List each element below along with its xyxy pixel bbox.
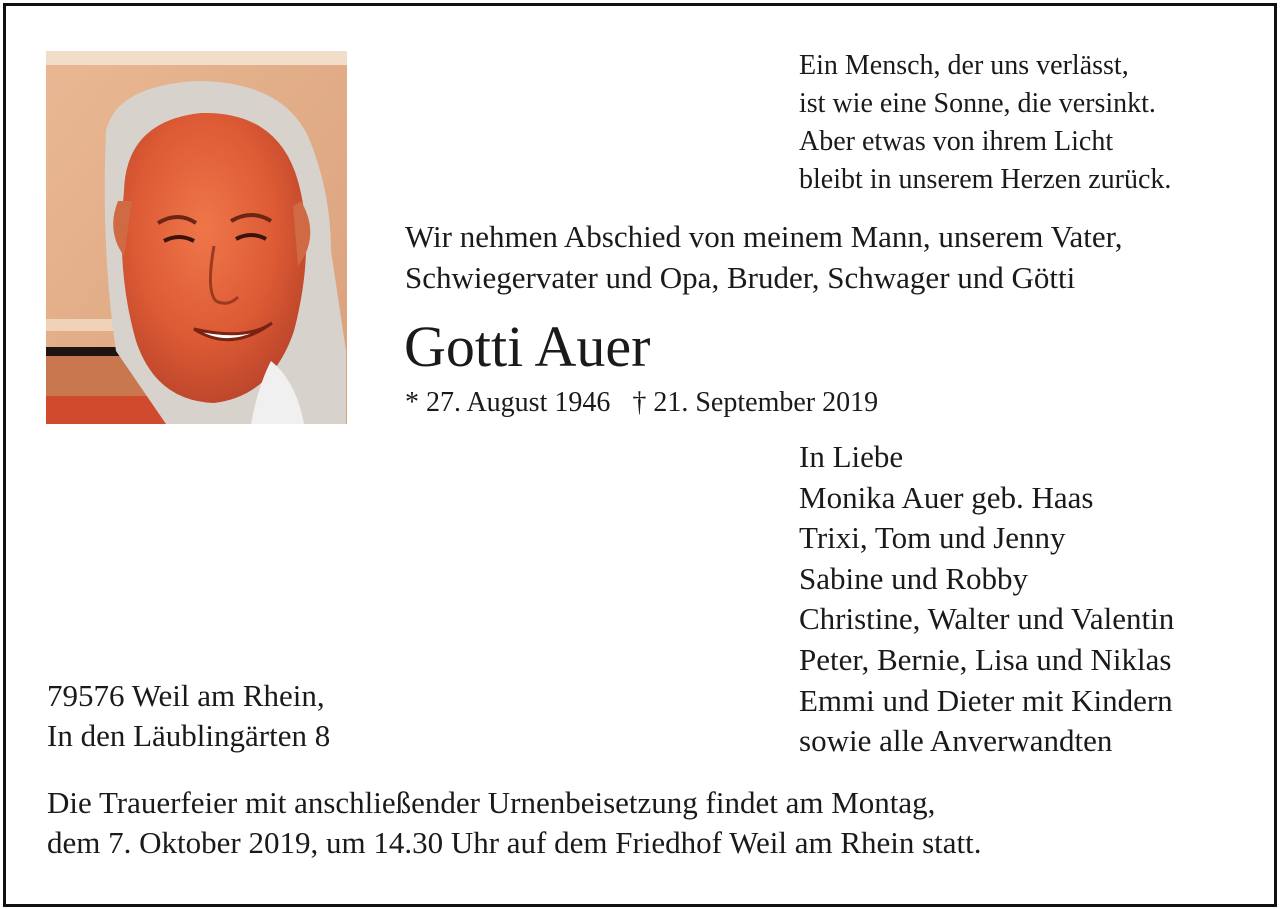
- intro-line: Schwiegervater und Opa, Bruder, Schwager und Götti: [405, 260, 1076, 295]
- ceremony-line: Die Trauerfeier mit anschließender Urnenbeisetzung findet am Montag,: [47, 785, 936, 820]
- poem-line: Aber etwas von ihrem Licht: [799, 126, 1114, 157]
- mourners-list: [799, 437, 1174, 762]
- deceased-name: Gotti Auer: [404, 314, 651, 379]
- birth-date: * 27. August 1946: [405, 387, 611, 418]
- mourner-entry: Monika Auer geb. Haas: [799, 479, 1094, 515]
- address-line: 79576 Weil am Rhein,: [47, 678, 325, 713]
- family-address: [47, 676, 330, 756]
- mourner-entry: Sabine und Robby: [799, 560, 1029, 596]
- mourners-heading: In Liebe: [799, 439, 904, 474]
- life-dates: [405, 385, 878, 421]
- mourner-entry: Peter, Bernie, Lisa und Niklas: [799, 641, 1172, 677]
- ceremony-info: [47, 783, 982, 863]
- mourner-entry: sowie alle Anverwandten: [799, 723, 1113, 759]
- memorial-poem: [799, 47, 1171, 199]
- ceremony-line: dem 7. Oktober 2019, um 14.30 Uhr auf dem Friedhof Weil am Rhein statt.: [47, 825, 982, 860]
- mourner-entry: Trixi, Tom und Jenny: [799, 520, 1066, 556]
- poem-line: bleibt in unserem Herzen zurück.: [799, 164, 1172, 195]
- farewell-intro: [405, 216, 1123, 298]
- portrait-photo: [46, 51, 347, 424]
- intro-line: Wir nehmen Abschied von meinem Mann, unserem Vater,: [405, 219, 1123, 254]
- poem-line: Ein Mensch, der uns verlässt,: [799, 50, 1129, 81]
- address-line: In den Läublingärten 8: [47, 718, 331, 753]
- death-date: † 21. September 2019: [632, 387, 879, 418]
- mourner-entry: Emmi und Dieter mit Kindern: [799, 682, 1173, 718]
- poem-line: ist wie eine Sonne, die versinkt.: [799, 88, 1156, 119]
- mourner-entry: Christine, Walter und Valentin: [799, 601, 1175, 637]
